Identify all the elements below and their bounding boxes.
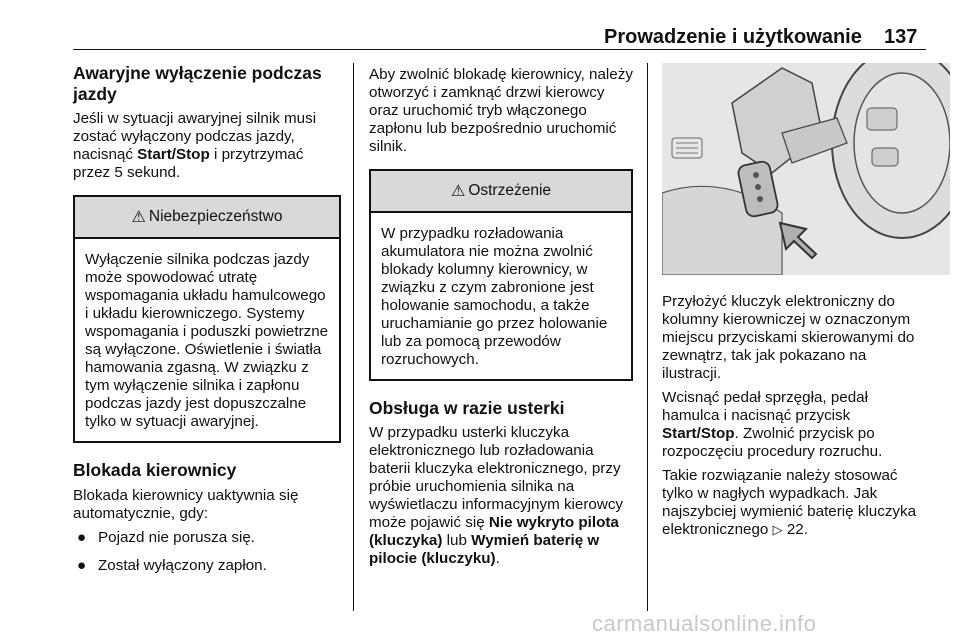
column-1 [73, 63, 341, 585]
page-number: 137 [884, 26, 918, 48]
steering-lock-heading: Blokada kierownicy [73, 460, 237, 480]
warning-box-header [371, 171, 631, 213]
bullet-icon: ● [77, 529, 87, 546]
column-divider-1 [353, 63, 354, 611]
page-reference-icon: ▷ [772, 522, 783, 537]
start-stop-label: Start/Stop [662, 425, 735, 442]
emergency-heading: Awaryjne wyłączenie podczas jazdy [73, 63, 322, 104]
fault-text: W przypadku usterki kluczyka elektronicznego lub rozładowania baterii kluczyka elektronicznego, przy próbie uruchomienia silnika na wyświetlaczu informacyjnym kierowcy może pojawić się Nie wykryto pilota (kluczyka) lub Wymień baterię w pilocie (kluczyku). [369, 424, 624, 567]
replace-battery-message: Wymień baterię w pilocie (kluczyku) [369, 532, 600, 567]
instruction-para-3: Takie rozwiązanie należy stosować tylko w nagłych wypadkach. Jak najszybciej wymienić baterię kluczyka elektronicznego ▷ 22. [662, 467, 917, 538]
unlock-text: Aby zwolnić blokadę kierownicy, należy otworzyć i zamknąć drzwi kierowcy oraz uruchomić tryb włączonego zapłonu lub bezpośrednio uruchomić silnik. [369, 66, 633, 155]
danger-box [73, 195, 341, 443]
header-title: Prowadzenie i użytkowanie [604, 26, 862, 48]
header-rule [73, 49, 926, 50]
instruction-para-2: Wcisnąć pedał sprzęgła, pedał hamulca i nacisnąć przycisk Start/Stop. Zwolnić przycisk po rozpoczęciu procedury rozruchu. [662, 389, 883, 460]
warning-box [369, 169, 633, 381]
key-position-drawing [662, 63, 950, 275]
list-item: ● Pojazd nie porusza się. [73, 529, 341, 547]
page-reference-link[interactable]: 22 [786, 521, 804, 538]
watermark: carmanualsonline.info [592, 611, 817, 636]
warning-box-title: Ostrzeżenie [468, 182, 552, 199]
list-item: ● Został wyłączony zapłon. [73, 557, 341, 575]
warning-triangle-icon: ⚠ [131, 209, 146, 226]
emergency-text: Jeśli w sytuacji awaryjnej silnik musi zostać wyłączony podczas jazdy, nacisnąć Start/Stop i przytrzymać przez 5 sekund. [73, 110, 317, 181]
steering-lock-conditions [73, 529, 341, 575]
column-3 [662, 63, 926, 539]
warning-box-body: W przypadku rozładowania akumulatora nie można zwolnić blokady kolumny kierownicy, w związku z czym zabronione jest holowanie samochodu, a także uruchamianie go przez holowanie lub za pomocą przewodów rozruchowych. [381, 225, 608, 368]
danger-box-body: Wyłączenie silnika podczas jazdy może spowodować utratę wspomagania układu hamulcowego i układu kierowniczego. Systemy wspomagania i poduszki powietrzne są wyłączone. Oświetlenie i światła hamowania zgasną. W związku z tym wyłączenie silnika i zapłonu podczas jazdy jest dopuszczalne tylko w sytuacji awaryjnej. [85, 251, 329, 430]
instruction-para-1: Przyłożyć kluczyk elektroniczny do kolumny kierowniczej w oznaczonym miejscu przyciskami skierowanymi do zewnątrz, tak jak pokazano na ilustracji. [662, 293, 915, 382]
warning-triangle-icon: ⚠ [450, 183, 466, 200]
column-2 [369, 63, 637, 568]
no-key-detected-message: Nie wykryto pilota (kluczyka) [369, 514, 619, 549]
danger-box-header [75, 197, 339, 239]
fault-heading: Obsługa w razie usterki [369, 398, 565, 418]
steering-lock-text: Blokada kierownicy uaktywnia się automatycznie, gdy: [73, 487, 299, 522]
start-stop-label: Start/Stop [137, 146, 210, 163]
danger-box-title: Niebezpieczeństwo [148, 208, 283, 225]
bullet-icon: ● [77, 557, 87, 574]
steering-column-illustration [662, 63, 950, 275]
column-divider-2 [647, 63, 648, 611]
